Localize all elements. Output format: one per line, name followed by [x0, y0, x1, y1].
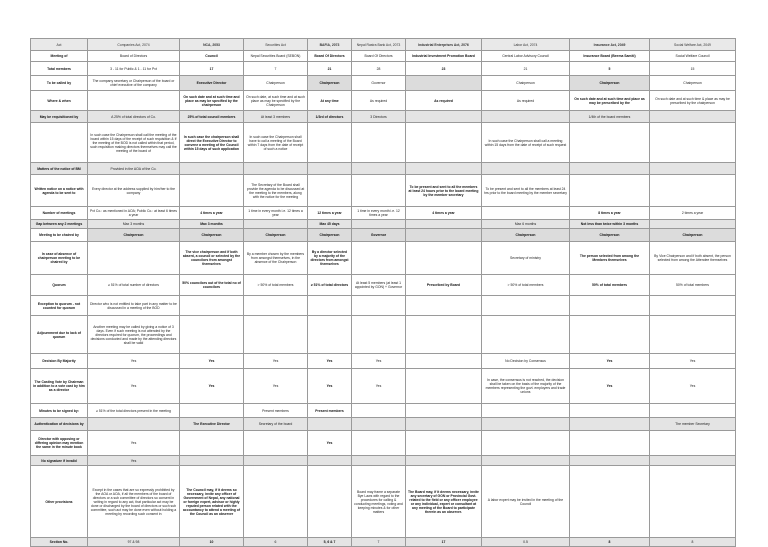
table-row-where-and-when [31, 91, 736, 111]
table-cell [180, 296, 244, 316]
table-cell: Every director at the address supplied by him/her to the company [88, 175, 180, 207]
table-cell: 8 times a year [570, 207, 650, 220]
table-cell: Yes [88, 354, 180, 369]
table-row-requisitioned-by [31, 111, 736, 123]
table-cell [482, 296, 570, 316]
table-cell [244, 431, 308, 456]
table-cell [482, 456, 570, 466]
table-row-notice-matters [31, 163, 736, 175]
table-cell: Yes [88, 431, 180, 456]
column-header: Labor Act, 2074 [482, 39, 570, 51]
table-cell [352, 220, 406, 229]
table-cell: Chairperson [650, 76, 736, 91]
table-cell [244, 466, 308, 538]
table-cell [406, 76, 482, 91]
table-cell: Yes [180, 354, 244, 369]
table-cell: 7 [352, 538, 406, 547]
table-cell: At least 5 members (at least 1 appointed by GON) + Governor [352, 275, 406, 296]
table-cell: 5, 6 & 7 [308, 538, 352, 547]
table-cell [406, 316, 482, 354]
table-cell: Yes [650, 369, 736, 404]
table-cell [244, 163, 308, 175]
table-row-other-provisions [31, 466, 736, 538]
table-cell [650, 220, 736, 229]
table-cell: On such date and at such time & place as may be prescribed by the chairperson [650, 91, 736, 111]
table-cell [570, 123, 650, 163]
table-cell: ≥ 51% of total directors [308, 275, 352, 296]
table-cell [406, 163, 482, 175]
table-cell [650, 111, 736, 123]
table-cell [352, 431, 406, 456]
table-cell: Secretary of ministry [482, 242, 570, 275]
column-header: BAFIA, 2073 [308, 39, 352, 51]
table-cell: To be present and sent to all the members at least 24 hours prior to the board meeting by the member secretary [406, 175, 482, 207]
table-row-adjournment [31, 316, 736, 354]
table-cell: As required [406, 91, 482, 111]
table-cell: By a member chosen by the members from amongst themselves, in the absence of the Chairperson [244, 242, 308, 275]
table-cell: 2 times a year [650, 207, 736, 220]
table-cell [406, 242, 482, 275]
column-header: Insurance Act, 2049 [570, 39, 650, 51]
table-cell: 15 [650, 62, 736, 76]
table-cell: 50% of total members [650, 275, 736, 296]
table-cell: Chairperson [650, 229, 736, 242]
table-cell: 21 [482, 62, 570, 76]
table-cell: 97 & 98 [88, 538, 180, 547]
table-cell: In such case the chairperson shall direct the Executive Director to convene a meeting of the Council within 15 days of such application [180, 123, 244, 163]
table-cell [570, 404, 650, 418]
table-cell: On such date and at such time and place as may be prescribed by the [570, 91, 650, 111]
row-label: Total members [31, 62, 88, 76]
table-cell: Board of Directors [88, 51, 180, 62]
table-cell: Yes [352, 369, 406, 404]
table-cell: 5 [570, 62, 650, 76]
table-cell: ≥ 51% of the total directors present in the meeting [88, 404, 180, 418]
column-header: Social Welfare Act, 2049 [650, 39, 736, 51]
row-label: In case of absence of chairperson meeting to be chaired by [31, 242, 88, 275]
table-cell [570, 163, 650, 175]
table-cell [308, 418, 352, 431]
table-row-written-notice [31, 175, 736, 207]
table-cell [308, 456, 352, 466]
table-row-requisition-details [31, 123, 736, 163]
table-cell: By a director selected by a majority of the directors from amongst themselves [308, 242, 352, 275]
table-cell [406, 220, 482, 229]
table-cell: 3 Directors [352, 111, 406, 123]
table-cell: 4 times a year [406, 207, 482, 220]
table-cell [180, 456, 244, 466]
table-cell: Yes [570, 369, 650, 404]
board-meeting-comparison-table [30, 38, 736, 547]
table-cell [244, 456, 308, 466]
table-cell [180, 431, 244, 456]
table-cell [406, 229, 482, 242]
table-cell: Yes [88, 456, 180, 466]
table-cell: 50% councilors out of the total no of councilors [180, 275, 244, 296]
row-label: No signature if invalid [31, 456, 88, 466]
table-row-authentication [31, 418, 736, 431]
table-cell [88, 418, 180, 431]
column-header: Act [31, 39, 88, 51]
table-cell: 25% of total council members [180, 111, 244, 123]
table-cell [406, 456, 482, 466]
table-cell: Chairperson [308, 229, 352, 242]
row-label: Meeting to be chaired by [31, 229, 88, 242]
table-cell: Chairperson [570, 229, 650, 242]
table-cell [482, 431, 570, 456]
table-cell [352, 316, 406, 354]
table-cell [308, 466, 352, 538]
table-cell: As required [482, 91, 570, 111]
table-cell: Yes [308, 431, 352, 456]
table-cell: Council [180, 51, 244, 62]
table-cell: Board Of Directors [308, 51, 352, 62]
row-label: Gap between any 2 meetings [31, 220, 88, 229]
row-label: Decision By Majority [31, 354, 88, 369]
table-row-minutes-signed-by [31, 404, 736, 418]
table-cell: Chairperson [88, 229, 180, 242]
column-header: NCA, 2053 [180, 39, 244, 51]
table-cell: Chairperson [482, 76, 570, 91]
table-cell: The Secretary of the Board shall provide the agenda to be discussed at the meeting to the members, along with the notice for the meeting [244, 175, 308, 207]
table-cell: The Council may, if it deems so necessary, invite any officer of Government of Nepal, any national or foreign expert, advisor or highly reputed person related with the accountancy to attend a meeting of the Council as an observer [180, 466, 244, 538]
column-header: Securities Act [244, 39, 308, 51]
row-label: Quorum [31, 275, 88, 296]
table-cell: Secretary of the board [244, 418, 308, 431]
row-label: To be called by [31, 76, 88, 91]
table-cell: A labor expert may be invited in the meeting of the Council [482, 466, 570, 538]
row-label: Minutes to be signed by: [31, 404, 88, 418]
table-row-quorum-exception [31, 296, 736, 316]
table-cell [570, 456, 650, 466]
table-cell: Yes [352, 354, 406, 369]
table-cell: Yes [308, 369, 352, 404]
row-label [31, 123, 88, 163]
table-cell [650, 431, 736, 456]
table-cell: Governor [352, 76, 406, 91]
table-row-to-be-called-by [31, 76, 736, 91]
table-cell [308, 316, 352, 354]
table-cell: Board may frame a separate Bye Laws with regard to the procedures for calling & conducting meetings, voting and keeping minutes & for other matters [352, 466, 406, 538]
table-cell: Industrial Investment Promotion Board [406, 51, 482, 62]
table-cell [352, 296, 406, 316]
table-cell [352, 123, 406, 163]
row-label: Written notice on a notice with agenda to be sent to [31, 175, 88, 207]
row-label: Meeting of [31, 51, 88, 62]
column-header: Nepal Rastra Bank Act, 2073 [352, 39, 406, 51]
table-cell [482, 418, 570, 431]
table-cell: Chairperson [180, 229, 244, 242]
table-cell: Yes [88, 369, 180, 404]
table-cell: In such case the Chairperson shall call a meeting within 15 days from the date of receipt of such request [482, 123, 570, 163]
table-cell [406, 404, 482, 418]
table-row-chaired-by [31, 229, 736, 242]
table-cell: Present members [244, 404, 308, 418]
table-cell: Central Labor Advisory Council [482, 51, 570, 62]
column-header: Industrial Enterprises Act, 2076 [406, 39, 482, 51]
table-cell [406, 431, 482, 456]
table-cell [406, 369, 482, 404]
row-label: Other provisions [31, 466, 88, 538]
row-label: Number of meetings [31, 207, 88, 220]
table-cell: Chairperson [244, 229, 308, 242]
table-cell: In case, the consensus is not reached, the decision shall be taken on the basis of the majority of the members representing the govt. employers and trade unions [482, 369, 570, 404]
table-cell [406, 111, 482, 123]
table-cell: Social Welfare Council [650, 51, 736, 62]
table-cell [650, 404, 736, 418]
table-cell: Pvt Co.: as mentioned in AOA; Public Co.: at least 6 times a year [88, 207, 180, 220]
row-label: Authentication of decisions by [31, 418, 88, 431]
table-row-gap-between-meetings [31, 220, 736, 229]
comparison-sheet [30, 38, 735, 544]
table-cell: Prescribed by Board [406, 275, 482, 296]
table-cell: As required [352, 91, 406, 111]
table-cell: Chairperson [308, 76, 352, 91]
table-cell: 21 [308, 62, 352, 76]
table-row-decision-by-majority [31, 354, 736, 369]
table-cell: In such case the Chairperson shall have to call a meeting of the Board within 7 days from the date of receipt of such a notice [244, 123, 308, 163]
table-cell [650, 163, 736, 175]
table-cell: 8 [650, 538, 736, 547]
row-label: Matters of the notice of BM [31, 163, 88, 175]
table-cell [180, 175, 244, 207]
table-cell: The Board may, if it deems necessary, invite any secretary of GON or Provincial Govt. related to the field or any officer employee or any individual, expert or consultant at any meeting of the Board to participate therein as an observer. [406, 466, 482, 538]
table-row-total-members [31, 62, 736, 76]
table-cell [570, 466, 650, 538]
table-cell [244, 296, 308, 316]
table-cell [180, 316, 244, 354]
row-label: Section No. [31, 538, 88, 547]
table-cell [482, 163, 570, 175]
table-cell: > 50% of total members [482, 275, 570, 296]
table-row-section-no [31, 538, 736, 547]
table-cell: Max 6 months [482, 220, 570, 229]
table-cell [244, 220, 308, 229]
table-cell: Present members [308, 404, 352, 418]
table-row-casting-vote [31, 369, 736, 404]
table-cell [570, 431, 650, 456]
table-cell: Chairperson [482, 229, 570, 242]
table-cell: Provided in the AOA of the Co. [88, 163, 180, 175]
table-cell: 1 time in every month i.e. 12 times a year [352, 207, 406, 220]
table-cell: 1/4th of the board members [570, 111, 650, 123]
table-cell [406, 123, 482, 163]
table-cell: No Decision by Consensus [482, 354, 570, 369]
row-label: Exception to quorum - not counted for quorum [31, 296, 88, 316]
table-cell [570, 316, 650, 354]
table-cell: A 25% of total directors of Co. [88, 111, 180, 123]
table-cell [570, 418, 650, 431]
table-cell [352, 418, 406, 431]
table-cell: Executive Director [180, 76, 244, 91]
table-cell: 17 [406, 538, 482, 547]
table-cell [352, 175, 406, 207]
table-cell [650, 175, 736, 207]
table-cell [650, 316, 736, 354]
table-cell: The vice chairperson and if both absent, a council or selected by the councilors from amongst themselves [180, 242, 244, 275]
header-row [31, 39, 736, 51]
table-cell: Yes [650, 354, 736, 369]
table-cell: On such date, at such time and at such place as may be specified by the Chairperson [244, 91, 308, 111]
table-cell: The member Secretary [650, 418, 736, 431]
table-row-dissenting-opinion [31, 431, 736, 456]
table-cell: Chairperson [570, 76, 650, 91]
table-cell: Except in the cases that are so expressly prohibited by the AOA or AOA, if all the members of the board of directors or a sub committee of directors so consent in writing in regard to any act, that particular act may be done or discharged by the board of directors or such sub committee, such act may be done even without holding a meeting by recording such consent in [88, 466, 180, 538]
table-cell: Nepal Securities Board (SEBON) [244, 51, 308, 62]
table-cell: 1 time in every month i.e. 12 times a year [244, 207, 308, 220]
table-cell: Yes [570, 354, 650, 369]
row-label: Adjournment due to lack of quorum [31, 316, 88, 354]
table-cell [352, 456, 406, 466]
table-cell: > 50% of total members [244, 275, 308, 296]
row-label: Where & when [31, 91, 88, 111]
table-cell [352, 404, 406, 418]
row-label: The Casting Vote by Chairman in addition to a vote cast by him as a director [31, 369, 88, 404]
table-cell: 28 [352, 62, 406, 76]
table-cell [650, 466, 736, 538]
table-cell [308, 296, 352, 316]
table-row-number-of-meetings [31, 207, 736, 220]
table-cell [570, 296, 650, 316]
table-cell: 6 [244, 538, 308, 547]
table-cell: By Vice Chairperson and if both absent, the person selected from among the Attendee themselves [650, 242, 736, 275]
table-cell [308, 123, 352, 163]
table-cell: Max 3 months [88, 220, 180, 229]
table-cell [180, 404, 244, 418]
table-cell [570, 175, 650, 207]
table-cell: 4 times a year [180, 207, 244, 220]
table-cell: 12 times a year [308, 207, 352, 220]
table-cell: 7 [244, 62, 308, 76]
table-cell: Board Of Directors [352, 51, 406, 62]
row-label: May be requisitioned by [31, 111, 88, 123]
table-cell: Yes [180, 369, 244, 404]
column-header: Companies Act, 2074 [88, 39, 180, 51]
table-cell [352, 163, 406, 175]
table-cell: Insurance Board (Beema Samiti) [570, 51, 650, 62]
table-cell: 8 [570, 538, 650, 547]
table-cell [308, 163, 352, 175]
table-cell: 17 [180, 62, 244, 76]
row-label: Director with opposing or differing opinion may mention the same in the minute book [31, 431, 88, 456]
table-cell [352, 242, 406, 275]
table-cell: Not less than twice within 3 months [570, 220, 650, 229]
table-cell [406, 354, 482, 369]
table-cell: 23 [406, 62, 482, 76]
table-cell: 3 - 11 for Public & 1 - 11 for Pvt [88, 62, 180, 76]
table-row-quorum [31, 275, 736, 296]
table-cell: Director who is not entitled to take part in any matter to be discussed in a meeting of the BOD [88, 296, 180, 316]
table-cell [406, 418, 482, 431]
table-cell: Yes [244, 369, 308, 404]
table-cell [180, 163, 244, 175]
table-cell [650, 456, 736, 466]
table-cell: In such case the Chairperson shall call the meeting of the board within 15 days of the receipt of such requisition & If the meeting of the BOD is not called within that period, such requisition making directors themselves may call the meeting of the board of [88, 123, 180, 163]
table-row-no-signature [31, 456, 736, 466]
table-cell: 50% of total members [570, 275, 650, 296]
table-cell [482, 207, 570, 220]
table-cell [406, 296, 482, 316]
table-cell: Max 3 months [180, 220, 244, 229]
table-cell: The company secretary or Chairperson of the board or chief executive of the company [88, 76, 180, 91]
table-cell [482, 111, 570, 123]
table-cell: Yes [308, 354, 352, 369]
table-row-absence-of-chairperson [31, 242, 736, 275]
table-cell [308, 175, 352, 207]
table-cell: 0.5 [482, 538, 570, 547]
table-cell [650, 296, 736, 316]
table-cell: Yes [244, 354, 308, 369]
table-cell [650, 123, 736, 163]
table-cell [88, 91, 180, 111]
table-cell [482, 404, 570, 418]
table-cell: Max 45 days [308, 220, 352, 229]
table-cell [244, 316, 308, 354]
table-cell: Governor [352, 229, 406, 242]
table-cell: Chairperson [244, 76, 308, 91]
table-cell: 1/3rd of directors [308, 111, 352, 123]
table-cell: At least 3 members [244, 111, 308, 123]
table-cell: The Executive Director [180, 418, 244, 431]
table-cell: Another meeting may be called by giving a notice of 3 days. Even if such meeting is not attended by the directors required for quorum, the proceedings and decisions conducted and made by the attending directors shall be valid [88, 316, 180, 354]
table-cell: ≥ 51% of total number of directors [88, 275, 180, 296]
table-cell: On such date and at such time and place as may be specified by the chairperson [180, 91, 244, 111]
table-cell [482, 316, 570, 354]
table-cell: The person selected from among the Members themselves [570, 242, 650, 275]
table-cell: At any time [308, 91, 352, 111]
table-cell: 10 [180, 538, 244, 547]
table-row-meeting-of [31, 51, 736, 62]
table-cell [88, 242, 180, 275]
table-cell: To be present and sent to all the members at least 24 hrs prior to the board meeting by the member secretary [482, 175, 570, 207]
